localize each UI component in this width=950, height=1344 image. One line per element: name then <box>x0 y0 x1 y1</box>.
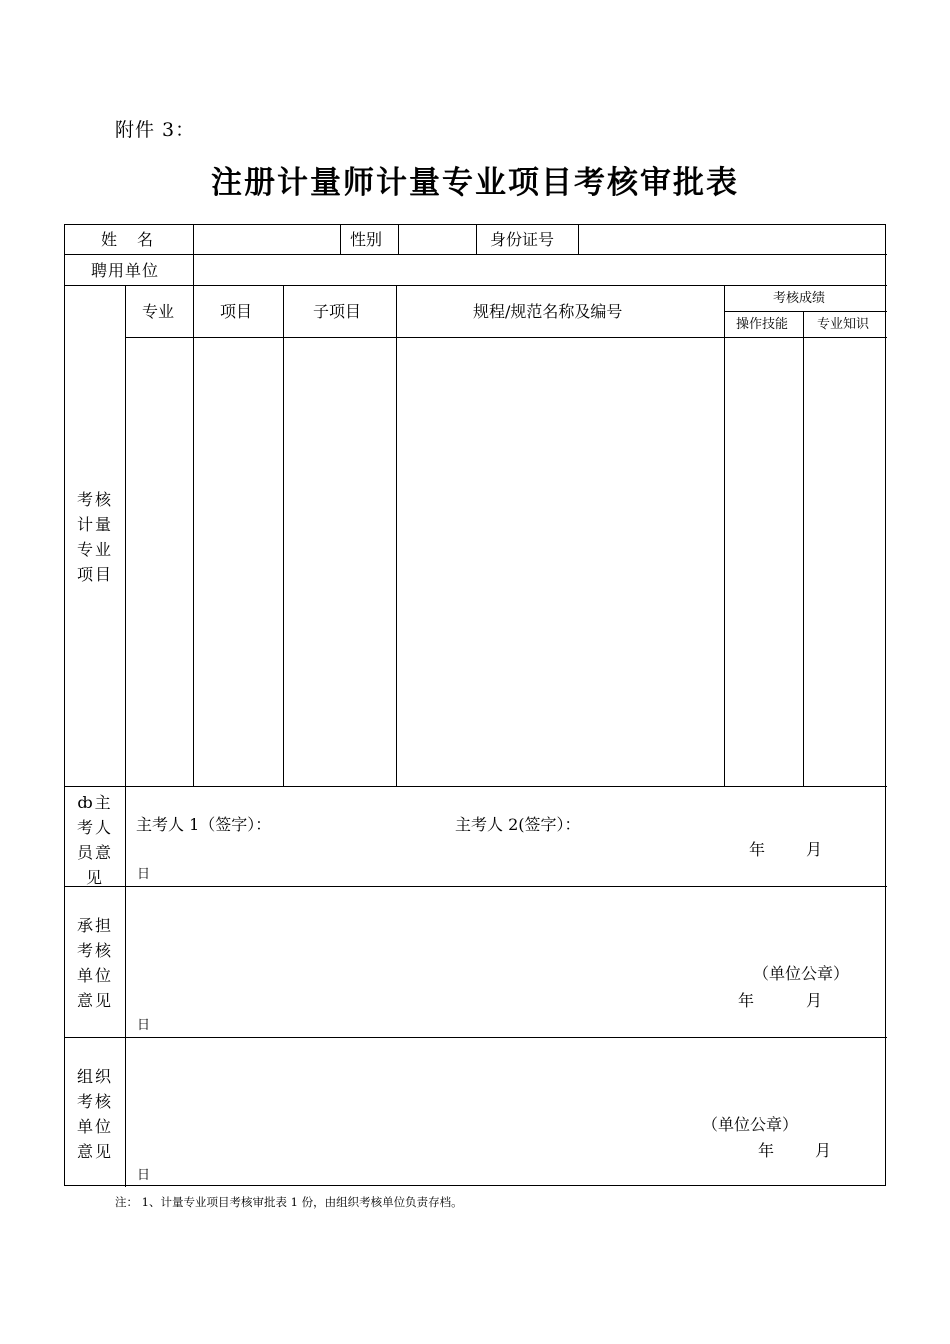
id-number-label: 身份证号 <box>490 230 555 249</box>
examiner2-signature-label: 主考人 2(签字）： <box>455 815 581 834</box>
undertaking-side-label: 承担 考核 单位 意见 <box>76 916 113 1010</box>
undertaking-year-label: 年 <box>738 991 755 1010</box>
undertaking-month-label: 月 <box>806 991 823 1010</box>
footnote: 注： 1、计量专业项目考核审批表 1 份，由组织考核单位负责存档。 <box>115 1195 463 1209</box>
organizing-year-label: 年 <box>758 1141 775 1160</box>
col-score-header: 考核成绩 <box>773 291 826 306</box>
examiner-day-label: 日 <box>137 867 151 882</box>
approval-form-table <box>64 224 886 1186</box>
col-divider <box>398 225 399 254</box>
undertaking-seal-label: （单位公章） <box>753 964 850 983</box>
col-divider <box>193 254 194 285</box>
col-divider <box>340 225 341 254</box>
col-divider <box>193 225 194 254</box>
examiner1-signature-label: 主考人 1（签字）： <box>136 815 272 834</box>
row-divider <box>65 786 887 787</box>
examiner-year-label: 年 <box>749 840 766 859</box>
col-skill-header: 操作技能 <box>736 317 789 332</box>
col-divider <box>803 311 804 786</box>
organizing-seal-label: （单位公章） <box>702 1115 799 1134</box>
score-subheader-divider <box>724 311 887 312</box>
organizing-month-label: 月 <box>815 1141 832 1160</box>
col-divider <box>193 285 194 786</box>
col-divider <box>578 225 579 254</box>
organizing-side-label: 组织 考核 单位 意见 <box>76 1067 113 1161</box>
col-divider <box>476 225 477 254</box>
col-divider <box>125 786 126 1187</box>
row-divider <box>65 886 887 887</box>
col-spec-header: 规程/规范名称及编号 <box>473 302 623 321</box>
col-knowledge-header: 专业知识 <box>817 317 870 332</box>
items-side-label: 考核 计量 专业 项目 <box>76 490 113 584</box>
col-major-header: 专业 <box>142 302 175 321</box>
employer-field[interactable] <box>195 255 885 284</box>
name-field[interactable] <box>195 226 338 253</box>
gender-label: 性别 <box>350 230 383 249</box>
attachment-label: 附件 3： <box>115 119 196 141</box>
col-item-header: 项目 <box>220 302 253 321</box>
form-title: 注册计量师计量专业项目考核审批表 <box>211 165 739 201</box>
col-divider <box>396 285 397 786</box>
organizing-day-label: 日 <box>137 1168 151 1183</box>
id-number-field[interactable] <box>580 226 885 253</box>
examiner-side-label: ȸ主 考人 员意 见 <box>76 793 113 887</box>
name-label: 姓 名 <box>101 230 156 249</box>
col-subitem-header: 子项目 <box>313 302 362 321</box>
gender-field-label-cell <box>400 226 475 253</box>
items-header-divider <box>125 337 887 338</box>
row-divider <box>65 285 887 286</box>
employer-label: 聘用单位 <box>91 261 160 280</box>
col-divider <box>283 285 284 786</box>
col-divider <box>724 285 725 786</box>
examiner-month-label: 月 <box>806 840 823 859</box>
undertaking-day-label: 日 <box>137 1018 151 1033</box>
col-divider <box>125 285 126 786</box>
row-divider <box>65 1037 887 1038</box>
